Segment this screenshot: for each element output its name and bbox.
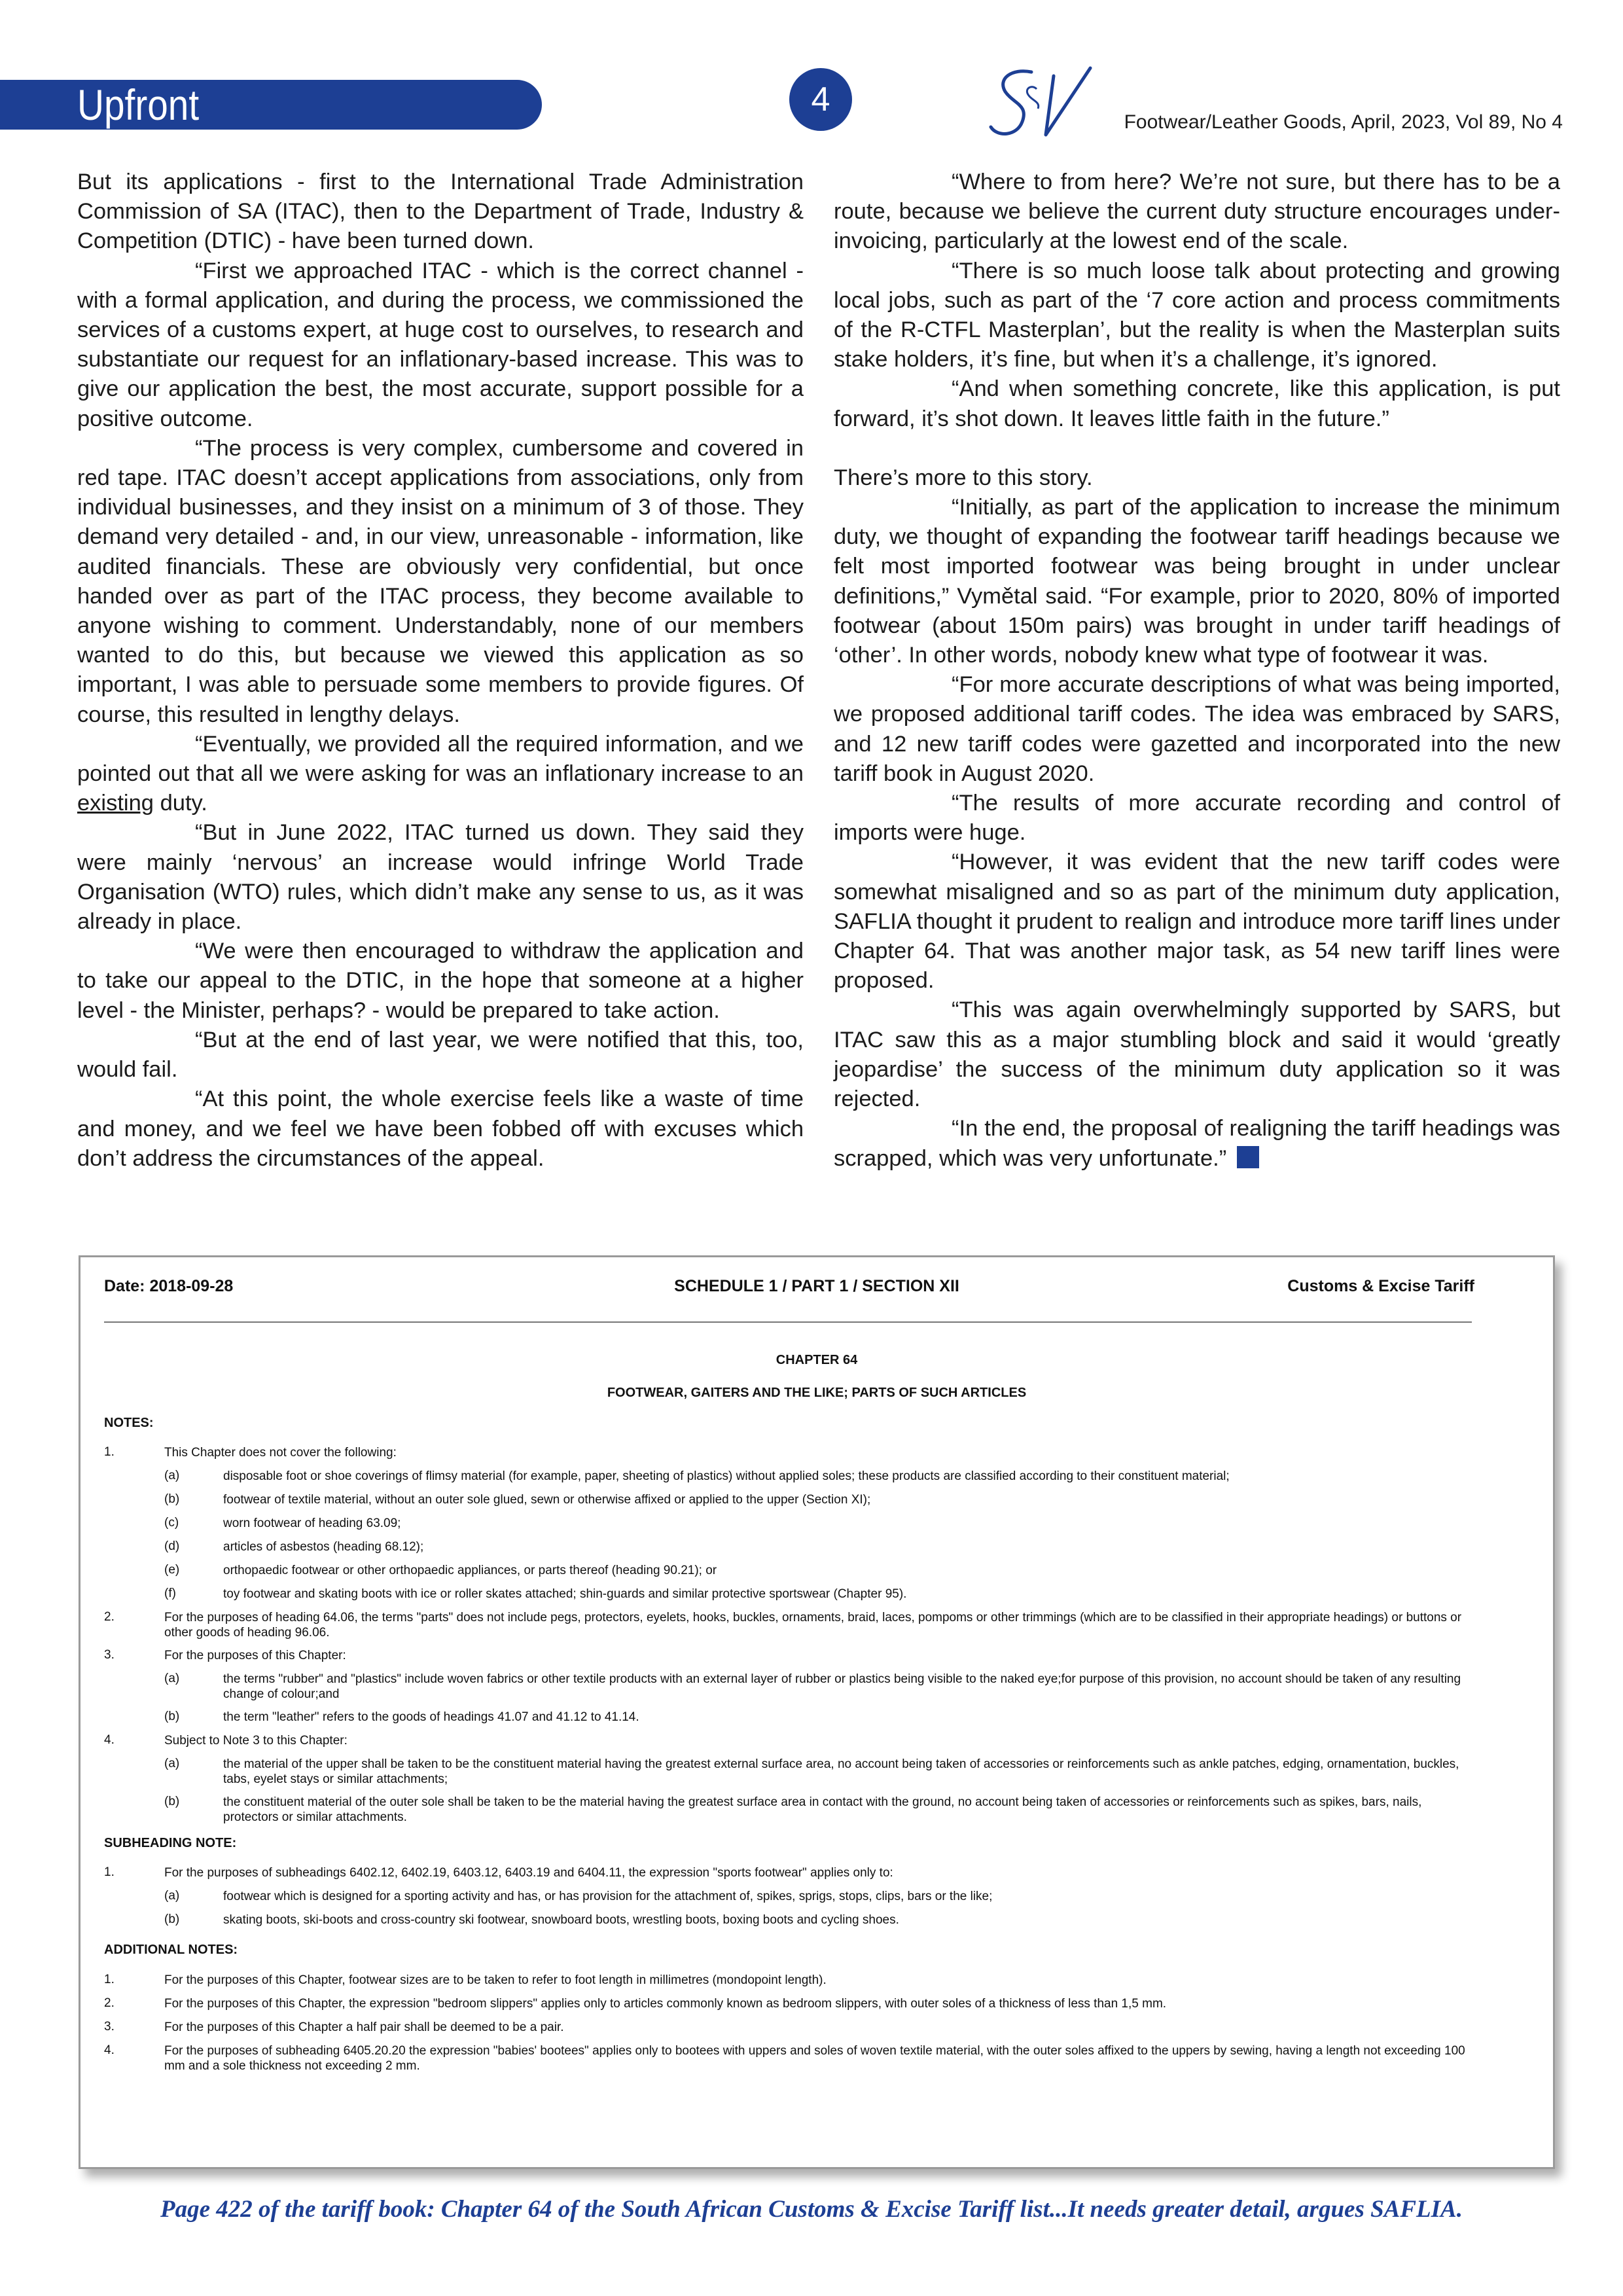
paragraph: “However, it was evident that the new tariff codes were somewhat misaligned and so as part of the minimum duty application, SAFLIA thought it prudent to realign and introduce more tariff lines under Chapter 64. That was another major task, as 54 new tariff lines were proposed. — [834, 850, 1560, 994]
paragraph: But its applications - first to the International Trade Administration Commission of SA (ITAC), then to the Department of Trade, Industry & Competition (DTIC) - have been turned down. — [77, 170, 804, 254]
item-letter: (b) — [164, 1912, 180, 1926]
note-number: 2. — [104, 1996, 115, 2010]
note-text: This Chapter does not cover the following: — [164, 1446, 397, 1460]
note-text: Subject to Note 3 to this Chapter: — [164, 1734, 348, 1748]
tariff-publisher: Customs & Excise Tariff — [1287, 1277, 1474, 1295]
paragraph: “Where to from here? We’re not sure, but there has to be a route, because we believe the current duty structure encourages under-invoicing, particularly at the lowest end of the scale. — [834, 170, 1560, 254]
paragraph: “But in June 2022, ITAC turned us down. They said they were mainly ‘nervous’ an increase would infringe World Trade Organisation (WTO) rules, which didn’t make any sense to us, as it was already in place. — [77, 820, 804, 935]
note-item: orthopaedic footwear or other orthopaedic appliances, or parts thereof (heading 90.21); or — [223, 1564, 717, 1577]
paragraph: “For more accurate descriptions of what was being imported, we proposed additional tariff codes. The idea was embraced by SARS, and 12 new tariff codes were gazetted and incorporated into the new tariff book in August 2020. — [834, 672, 1560, 786]
note-number: 1. — [104, 1973, 115, 1986]
note-item: the material of the upper shall be taken to be the constituent material having the greatest external surface area, no account being taken of accessories or reinforcements such as ankle patches, edging, ornamentation, buckles, tabs, eyelet stays or similar attachments; — [223, 1757, 1459, 1786]
tariff-date: Date: 2018-09-28 — [104, 1277, 234, 1295]
paragraph: “At this point, the whole exercise feels like a waste of time and money, and we feel we have been fobbed off with excuses which don’t address the circumstances of the appeal. — [77, 1086, 804, 1171]
item-letter: (b) — [164, 1492, 180, 1506]
paragraph: “But at the end of last year, we were notified that this, too, would fail. — [77, 1027, 804, 1083]
item-letter: (f) — [164, 1587, 176, 1600]
subheading-note-heading: SUBHEADING NOTE: — [104, 1836, 237, 1850]
end-of-article-mark — [1237, 1146, 1259, 1168]
paragraph: There’s more to this story. — [834, 465, 1093, 490]
sv-logo — [986, 63, 1103, 147]
note-number: 1. — [104, 1445, 115, 1459]
note-text: For the purposes of subheading 6405.20.20 the expression "babies' bootees" applies only to bootees with uppers and soles of woven textile material, with the outer soles affixed to the uppers by sewing, having a length not exceeding 100 mm and a sole thickness not exceeding 2 mm. — [164, 2044, 1465, 2073]
item-letter: (a) — [164, 1757, 180, 1770]
note-text: For the purposes of subheadings 6402.12, 6402.19, 6403.12, 6403.19 and 6404.11, the expression "sports footwear" applies only to: — [164, 1866, 893, 1880]
article-left-column — [77, 168, 804, 1174]
section-tab — [0, 80, 542, 130]
article-right-column — [834, 168, 1560, 1174]
paragraph: “First we approached ITAC - which is the correct channel - with a formal application, and during the process, we commissioned the services of a customs expert, at huge cost to ourselves, to research and substantiate our request for an inflationary-based increase. This was to give our application the best, the most accurate, support possible for a positive outcome. — [77, 258, 804, 431]
publication-info: Footwear/Leather Goods, April, 2023, Vol 89, No 4 — [1124, 111, 1563, 133]
note-text: For the purposes of this Chapter: — [164, 1649, 346, 1662]
item-letter: (b) — [164, 1710, 180, 1723]
paragraph: “In the end, the proposal of realigning the tariff headings was scrapped, which was very unfortunate.” — [834, 1116, 1560, 1171]
note-number: 4. — [104, 1733, 115, 1747]
note-item: articles of asbestos (heading 68.12); — [223, 1540, 424, 1554]
item-letter: (a) — [164, 1672, 180, 1685]
tariff-book-page — [79, 1255, 1555, 2169]
note-text: For the purposes of heading 64.06, the terms "parts" does not include pegs, protectors, eyelets, hooks, buckles, ornaments, braid, laces, pompoms or other trimmings (which are to be classified in their appropriate headings) or buttons or other goods of heading 96.06. — [164, 1611, 1462, 1640]
chapter-number: CHAPTER 64 — [776, 1353, 858, 1367]
item-letter: (c) — [164, 1516, 179, 1530]
note-number: 3. — [104, 2020, 115, 2034]
item-letter: (a) — [164, 1889, 180, 1903]
note-item: the terms "rubber" and "plastics" include woven fabrics or other textile products with an external layer of rubber or plastics being visible to the naked eye;for purpose of this provision, no account should be taken of any resulting change of colour;and — [223, 1672, 1461, 1701]
item-letter: (d) — [164, 1539, 180, 1553]
note-item: toy footwear and skating boots with ice or roller skates attached; shin-guards and similar protective sportswear (Chapter 95). — [223, 1587, 907, 1601]
emphasis-existing: existing — [77, 791, 154, 816]
paragraph: “And when something concrete, like this application, is put forward, it’s shot down. It leaves little faith in the future.” — [834, 376, 1560, 431]
item-letter: (b) — [164, 1795, 180, 1808]
note-number: 1. — [104, 1865, 115, 1879]
note-number: 3. — [104, 1648, 115, 1662]
note-item: disposable foot or shoe coverings of flimsy material (for example, paper, sheeting of plastics) without applied soles; these products are classified according to their constituent material; — [223, 1469, 1230, 1483]
paragraph: “Eventually, we provided all the required information, and we pointed out that all we were asking for was an inflationary increase to an existing duty. — [77, 731, 804, 816]
chapter-title: FOOTWEAR, GAITERS AND THE LIKE; PARTS OF SUCH ARTICLES — [607, 1386, 1027, 1400]
note-item: worn footwear of heading 63.09; — [223, 1516, 401, 1530]
note-item: footwear which is designed for a sporting activity and has, or has provision for the attachment of, spikes, sprigs, stops, clips, bars or the like; — [223, 1890, 993, 1903]
note-text: For the purposes of this Chapter, footwear sizes are to be taken to refer to foot length in millimetres (mondopoint length). — [164, 1973, 827, 1987]
divider — [104, 1321, 1472, 1323]
item-letter: (a) — [164, 1469, 180, 1482]
note-item: the constituent material of the outer sole shall be taken to be the material having the greatest surface area in contact with the ground, no account being taken of accessories or reinforcements such as spikes, bars, nails, protectors or similar attachments. — [223, 1795, 1422, 1824]
note-item: skating boots, ski-boots and cross-country ski footwear, snowboard boots, wrestling boots, boxing boots and cycling shoes. — [223, 1913, 899, 1927]
additional-notes-heading: ADDITIONAL NOTES: — [104, 1943, 238, 1957]
note-text: For the purposes of this Chapter a half pair shall be deemed to be a pair. — [164, 2020, 564, 2034]
tariff-schedule: SCHEDULE 1 / PART 1 / SECTION XII — [674, 1277, 959, 1295]
paragraph: “We were then encouraged to withdraw the application and to take our appeal to the DTIC, in the hope that someone at a higher level - the Minister, perhaps? - would be prepared to take action. — [77, 939, 804, 1023]
note-item: the term "leather" refers to the goods of headings 41.07 and 41.12 to 41.14. — [223, 1710, 639, 1724]
paragraph: “This was again overwhelmingly supported by SARS, but ITAC saw this as a major stumbling block and said it would ‘greatly jeopardise’ the success of the minimum duty application so it was rejected. — [834, 997, 1560, 1112]
paragraph: “Initially, as part of the application to increase the minimum duty, we thought of expanding the footwear tariff headings because we felt most imported footwear was being brought in under unclear definitions,” Vymětal said. “For example, prior to 2020, 80% of imported footwear (about 150m pairs) was brought in under tariff headings of ‘other’. In other words, nobody knew what type of footwear it was. — [834, 495, 1560, 668]
page-number: 4 — [789, 68, 852, 131]
paragraph: “The results of more accurate recording and control of imports were huge. — [834, 791, 1560, 846]
section-title: Upfront — [77, 81, 200, 129]
notes-heading: NOTES: — [104, 1416, 154, 1430]
paragraph: “There is so much loose talk about protecting and growing local jobs, such as part of the ‘7 core action and process commitments of the R-CTFL Masterplan’, but the reality is when the Masterplan suits stake holders, it’s fine, but when it’s a challenge, it’s ignored. — [834, 258, 1560, 372]
paragraph: “The process is very complex, cumbersome and covered in red tape. ITAC doesn’t accept applications from associations, only from individual businesses, and they insist on a minimum of 3 of those. They demand very detailed - and, in our view, unreasonable - information, like audited financials. These are obviously very confidential, but once handed over as part of the ITAC process, they become available to anyone wishing to comment. Understandably, none of our members wanted to do this, but because we viewed this application as so important, I was able to persuade some members to provide figures. Of course, this resulted in lengthy delays. — [77, 435, 804, 727]
note-number: 4. — [104, 2043, 115, 2057]
note-item: footwear of textile material, without an outer sole glued, sewn or otherwise affixed or applied to the upper (Section XI); — [223, 1493, 871, 1507]
note-text: For the purposes of this Chapter, the expression "bedroom slippers" applies only to articles commonly known as bedroom slippers, with outer soles of a thickness of less than 1,5 mm. — [164, 1997, 1167, 2011]
item-letter: (e) — [164, 1563, 180, 1577]
figure-caption: Page 422 of the tariff book: Chapter 64 of the South African Customs & Excise Tariff list...It needs greater detail, argues SAFLIA. — [160, 2196, 1463, 2223]
note-number: 2. — [104, 1610, 115, 1624]
